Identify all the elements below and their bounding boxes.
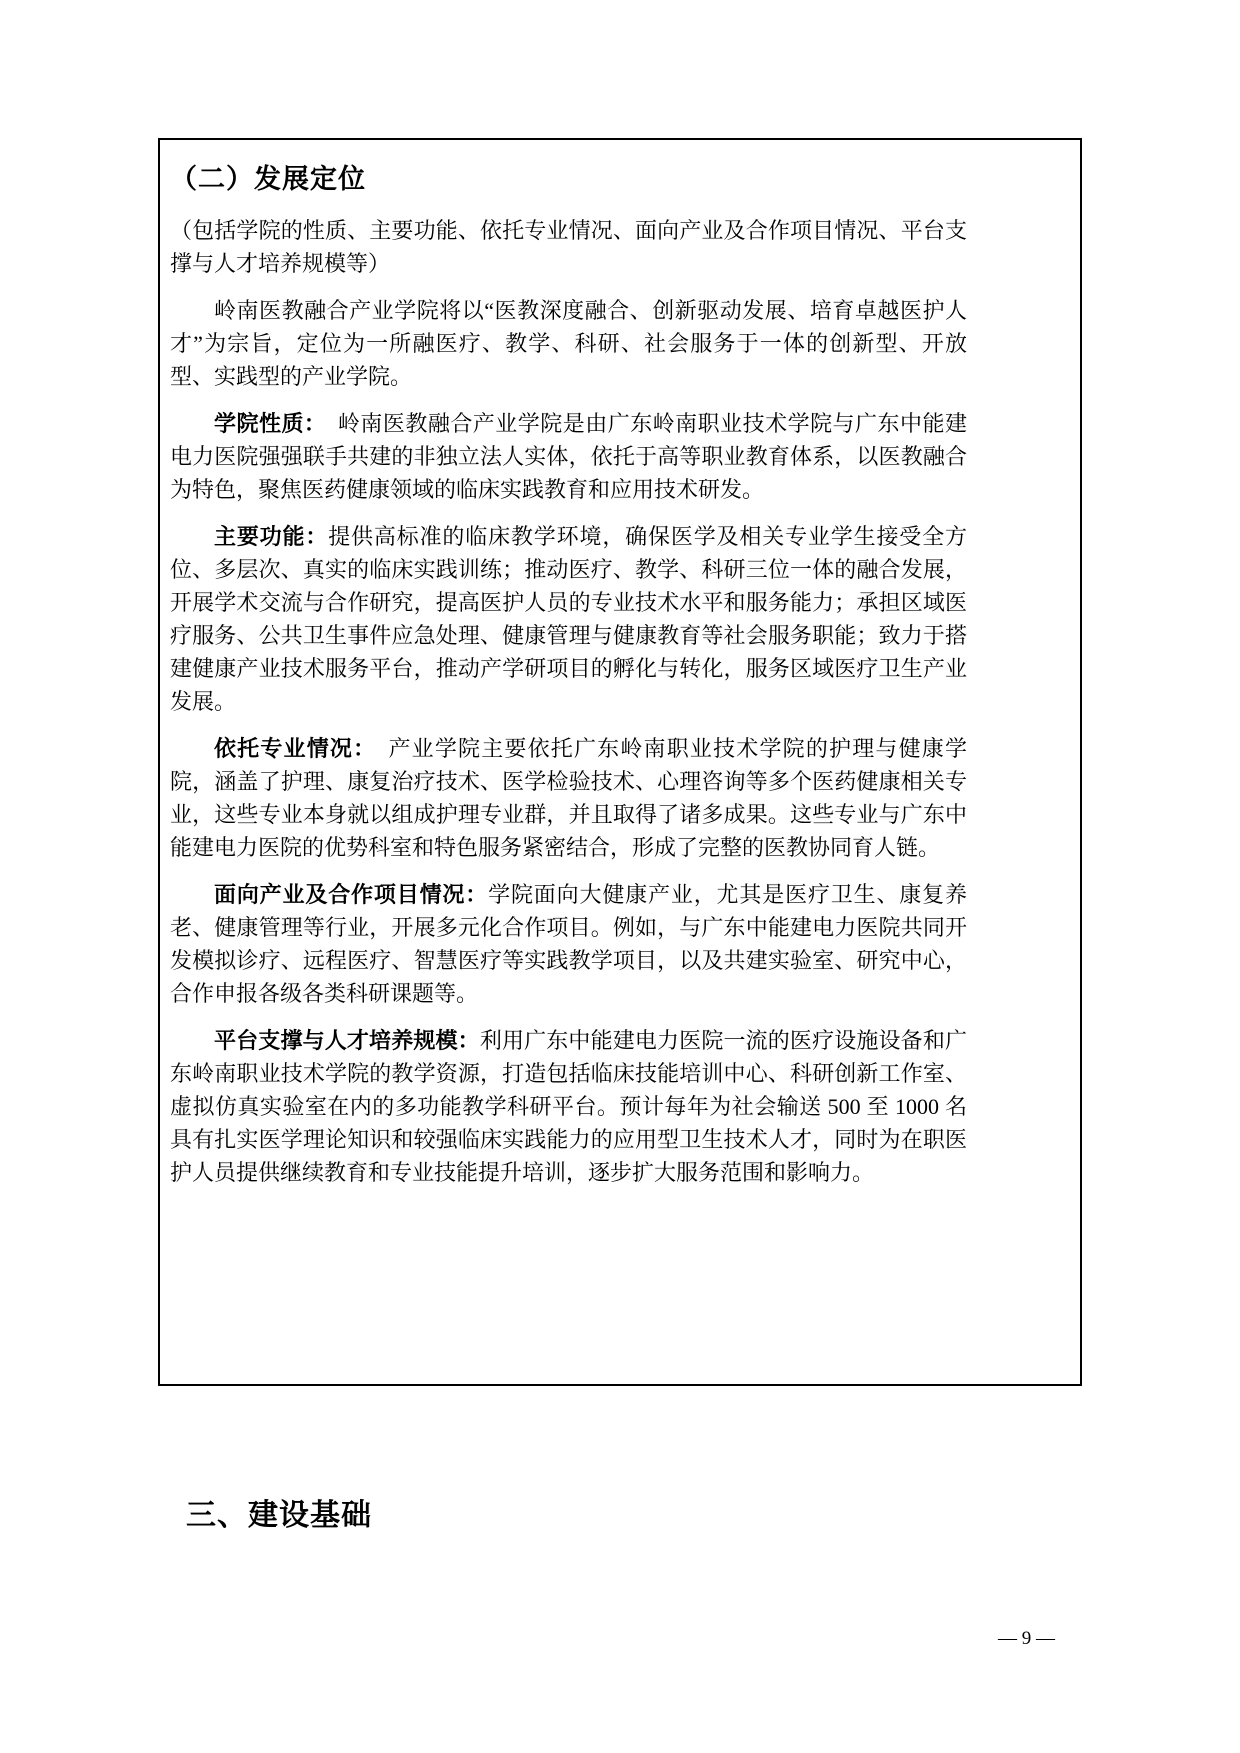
section-heading: （二）发展定位: [170, 164, 366, 194]
page-number: — 9 —: [998, 1628, 1055, 1649]
paragraph-text: 利用广东中能建电力医院一流的医疗设施设备和广东岭南职业技术学院的教学资源，打造包括临床技能培训中心、科研创新工作室、虚拟仿真实验室在内的多功能教学科研平台。预计每年为社会输送 500 至 1000 名具有扎实医学理论知识和较强临床实践能力的应用型卫生技术人才，同时为在职医护人员提供继续教育和专业技能提升培训，逐步扩大服务范围和影响力。: [170, 1028, 967, 1185]
paragraph-text: 学院面向大健康产业，尤其是医疗卫生、康复养老、健康管理等行业，开展多元化合作项目。例如，与广东中能建电力医院共同开发模拟诊疗、远程医疗、智慧医疗等实践教学项目，以及共建实验室、研究中心，合作申报各级各类科研课题等。: [170, 882, 967, 1006]
paragraph-lead: 依托专业情况：: [214, 736, 366, 761]
paragraph-text: 产业学院主要依托广东岭南职业技术学院的护理与健康学院，涵盖了护理、康复治疗技术、医学检验技术、心理咨询等多个医药健康相关专业，这些专业本身就以组成护理专业群，并且取得了诸多成果。这些专业与广东中能建电力医院的优势科室和特色服务紧密结合，形成了完整的医教协同育人链。: [170, 736, 967, 860]
paragraph-text: 岭南医教融合产业学院将以“医教深度融合、创新驱动发展、培育卓越医护人才”为宗旨，定位为一所融医疗、教学、科研、社会服务于一体的创新型、开放型、实践型的产业学院。: [170, 298, 967, 389]
paragraph-main-functions: [170, 520, 967, 718]
paragraph-lead: 面向产业及合作项目情况：: [214, 882, 489, 907]
paragraph-text: 岭南医教融合产业学院是由广东岭南职业技术学院与广东中能建电力医院强强联手共建的非独立法人实体，依托于高等职业教育体系，以医教融合为特色，聚焦医药健康领域的临床实践教育和应用技术研发。: [170, 411, 967, 502]
paragraph-lead: 平台支撑与人才培养规模：: [214, 1028, 480, 1053]
paragraph-industry-cooperation: [170, 878, 967, 1010]
paragraph-lead: 学院性质：: [214, 411, 316, 436]
paragraph-college-nature: [170, 407, 967, 506]
paragraph-lead: 主要功能：: [214, 524, 329, 549]
paragraph-text: 提供高标准的临床教学环境，确保医学及相关专业学生接受全方位、多层次、真实的临床实践训练；推动医疗、教学、科研三位一体的融合发展，开展学术交流与合作研究，提高医护人员的专业技术水平和服务能力；承担区域医疗服务、公共卫生事件应急处理、健康管理与健康教育等社会服务职能；致力于搭建健康产业技术服务平台，推动产学研项目的孵化与转化，服务区域医疗卫生产业发展。: [170, 524, 967, 714]
paragraph-overview: [170, 294, 967, 393]
paragraph-platform-scale: [170, 1024, 967, 1189]
chapter-heading: 三、建设基础: [186, 1499, 372, 1532]
development-positioning-section: [158, 138, 1082, 1386]
paragraph-supporting-majors: [170, 732, 967, 864]
section-note: （包括学院的性质、主要功能、依托专业情况、面向产业及合作项目情况、平台支撑与人才培养规模等）: [170, 218, 967, 276]
